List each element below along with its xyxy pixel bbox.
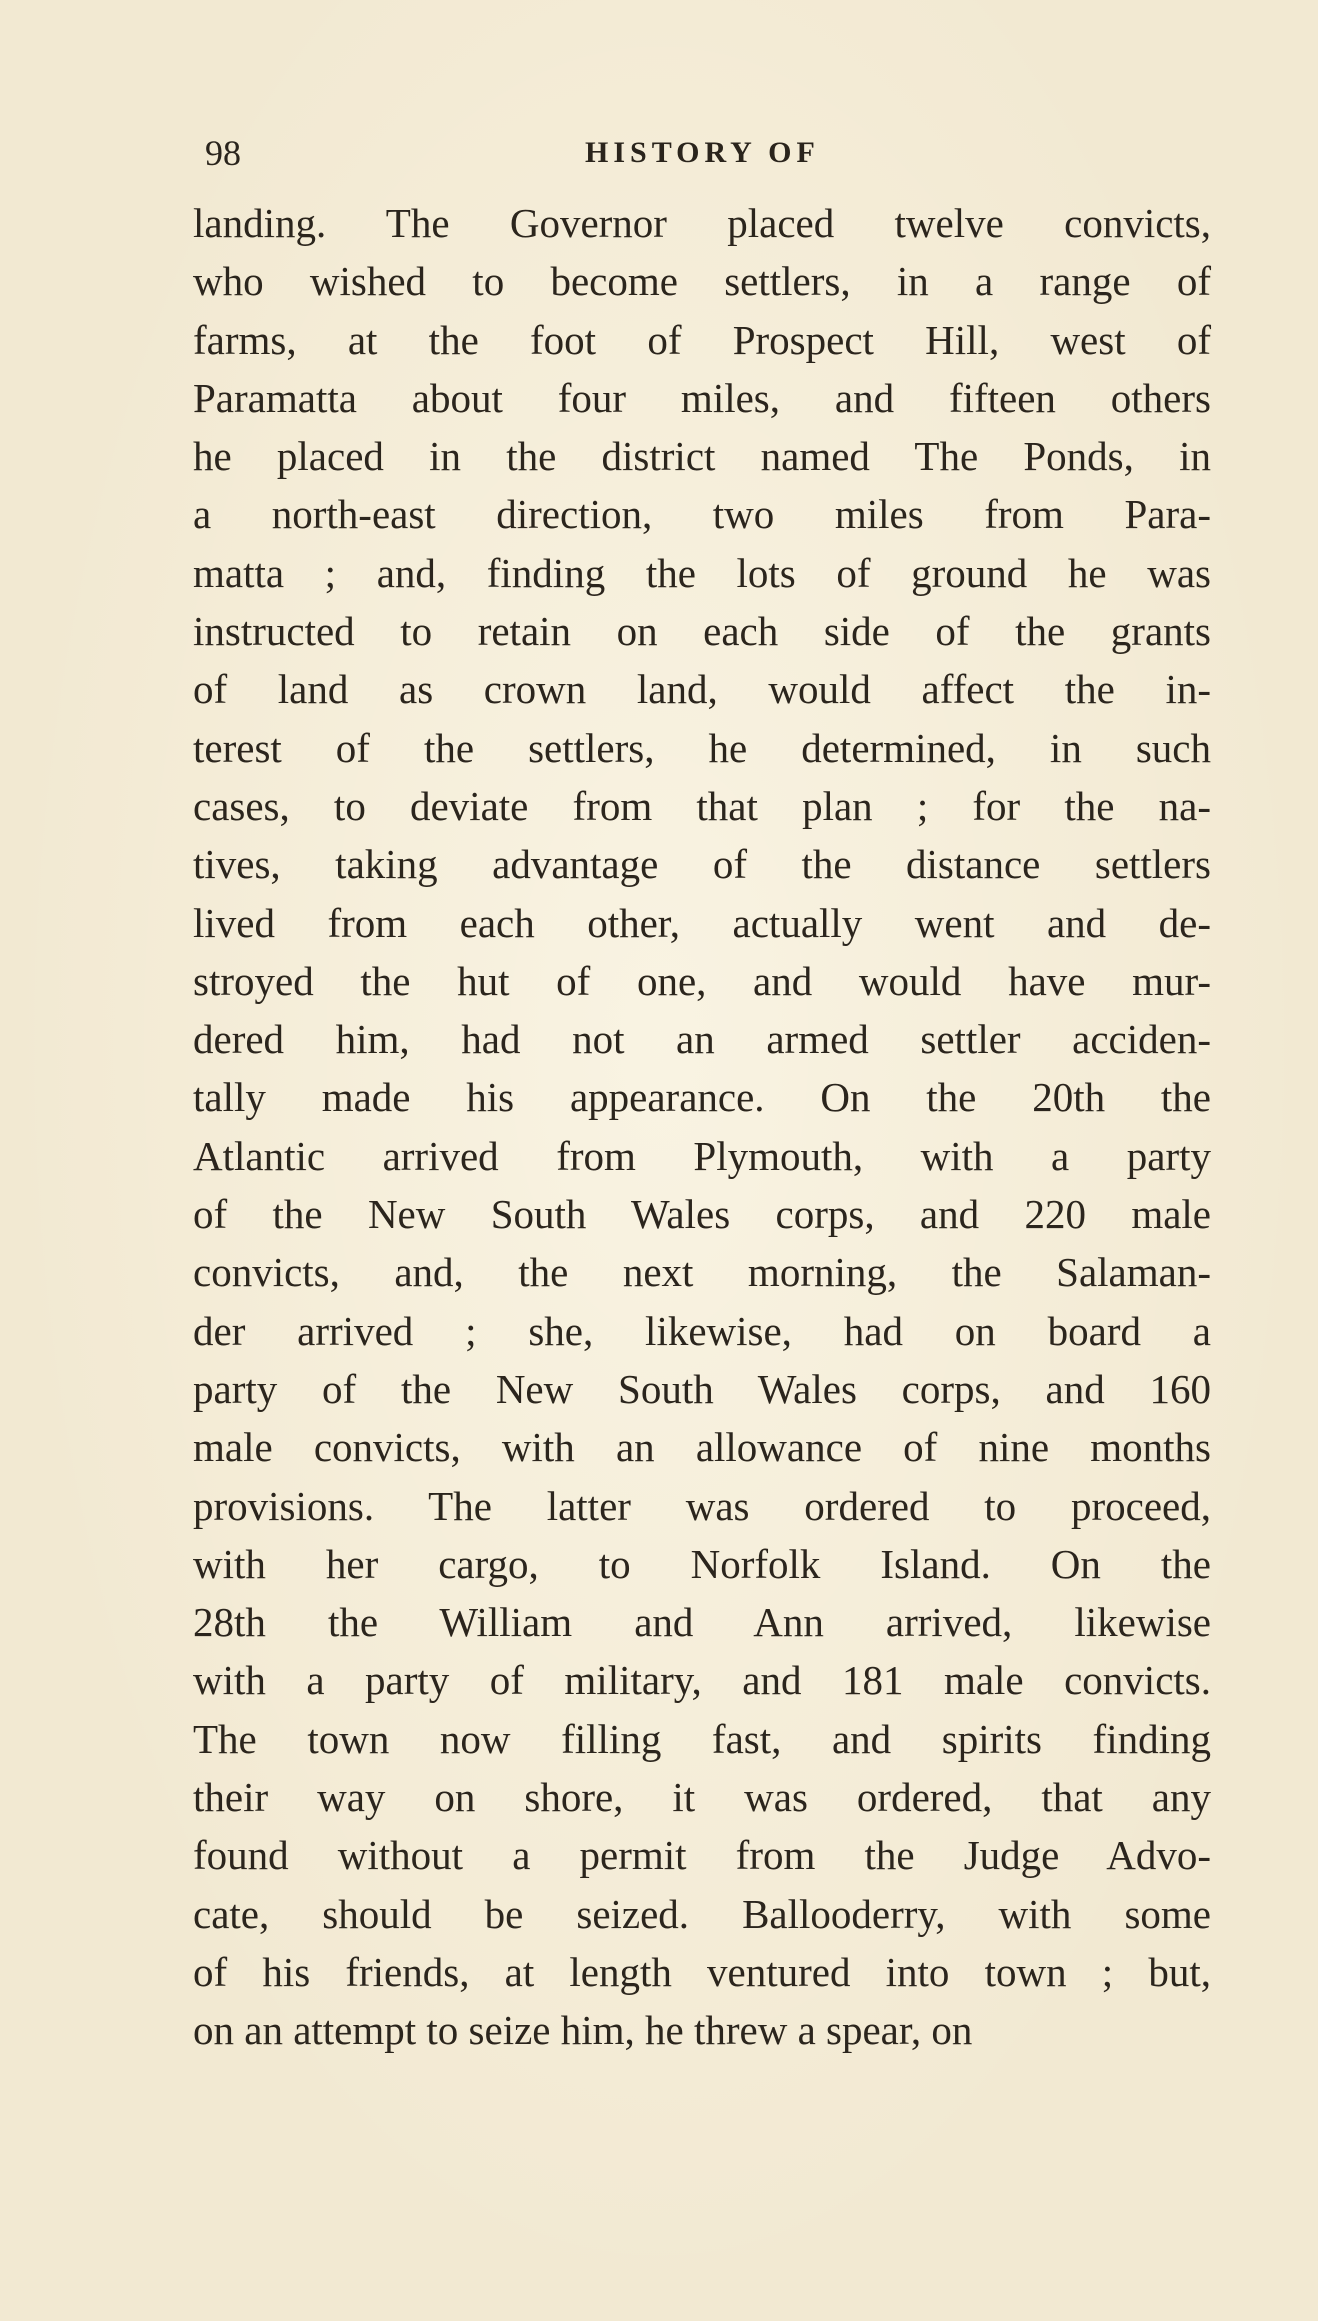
text-line: terest of the settlers, he determined, in such	[193, 724, 1211, 771]
text-line: of the New South Wales corps, and 220 male	[193, 1191, 1211, 1238]
text-line: Atlantic arrived from Plymouth, with a party	[193, 1132, 1211, 1179]
text-line: instructed to retain on each side of the grants	[193, 608, 1211, 655]
text-line: tives, taking advantage of the distance settlers	[193, 841, 1211, 888]
text-line: lived from each other, actually went and de-	[193, 899, 1211, 946]
body-text	[193, 194, 1211, 2060]
page-number: 98	[205, 133, 241, 173]
text-line: of his friends, at length ventured into town ; but,	[193, 1948, 1211, 1995]
text-line: tally made his appearance. On the 20th the	[193, 1074, 1211, 1121]
text-line: with her cargo, to Norfolk Island. On the	[193, 1540, 1211, 1587]
text-line: matta ; and, finding the lots of ground he was	[193, 549, 1211, 596]
text-line: der arrived ; she, likewise, had on board a	[193, 1307, 1211, 1354]
text-line: of land as crown land, would affect the in-	[193, 666, 1211, 713]
text-line: farms, at the foot of Prospect Hill, west of	[193, 316, 1211, 363]
text-line: who wished to become settlers, in a range of	[193, 258, 1211, 305]
running-head: HISTORY OF	[585, 136, 820, 169]
text-line: male convicts, with an allowance of nine months	[193, 1424, 1211, 1471]
text-line: convicts, and, the next morning, the Salaman-	[193, 1249, 1211, 1296]
text-line: with a party of military, and 181 male convicts.	[193, 1657, 1211, 1704]
text-line: cases, to deviate from that plan ; for the na-	[193, 782, 1211, 829]
text-line: stroyed the hut of one, and would have mur-	[193, 957, 1211, 1004]
text-line: provisions. The latter was ordered to proceed,	[193, 1482, 1211, 1529]
text-line: on an attempt to seize him, he threw a spear, on	[193, 2007, 973, 2054]
text-line: a north-east direction, two miles from Para-	[193, 491, 1211, 538]
text-line: their way on shore, it was ordered, that any	[193, 1774, 1211, 1821]
text-line: Paramatta about four miles, and fifteen others	[193, 374, 1211, 421]
text-line: found without a permit from the Judge Advo-	[193, 1832, 1211, 1879]
text-line: he placed in the district named The Ponds, in	[193, 433, 1211, 480]
text-line: cate, should be seized. Ballooderry, with some	[193, 1890, 1211, 1937]
page-header	[205, 128, 1125, 178]
text-line: The town now filling fast, and spirits finding	[193, 1715, 1211, 1762]
text-line: 28th the William and Ann arrived, likewise	[193, 1599, 1211, 1646]
text-line: landing. The Governor placed twelve convicts,	[193, 200, 1211, 246]
text-line: dered him, had not an armed settler acciden-	[193, 1016, 1211, 1063]
text-line: party of the New South Wales corps, and 160	[193, 1365, 1211, 1412]
